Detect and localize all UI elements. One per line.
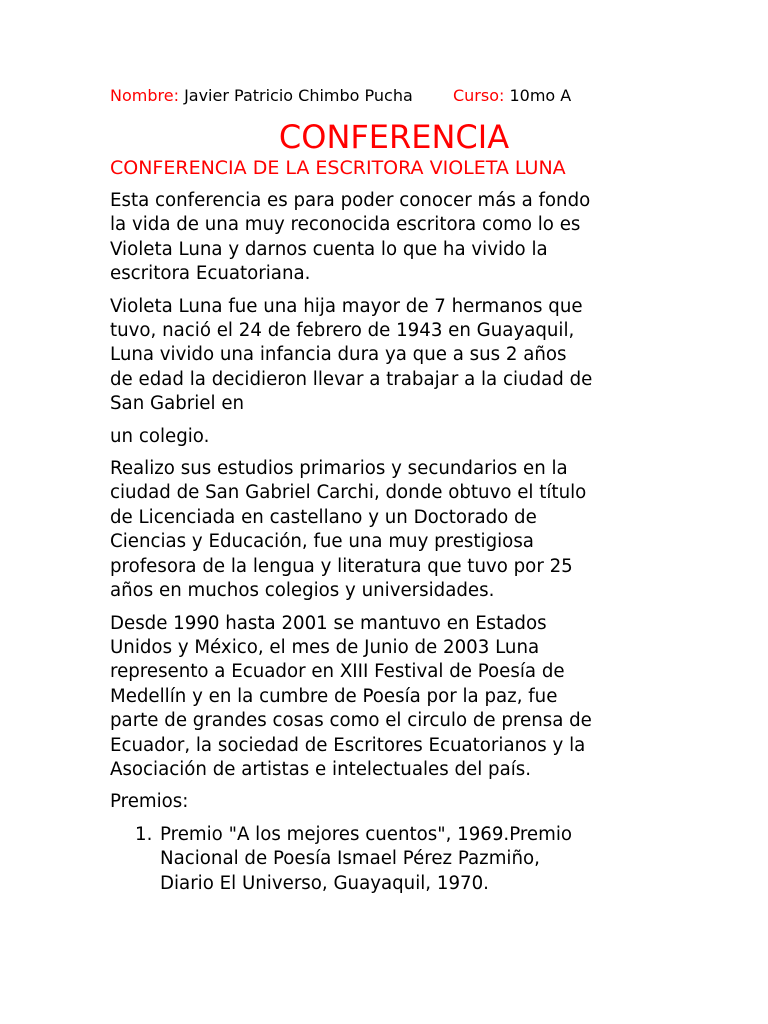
- text-line: Violeta Luna y darnos cuenta lo que ha vivido la: [110, 238, 548, 260]
- awards-list: [110, 823, 670, 896]
- document-page: [110, 84, 670, 896]
- course-label: Curso:: [452, 86, 505, 105]
- name-value: Javier Patricio Chimbo Pucha: [184, 86, 413, 105]
- text-line: tuvo, nació el 24 de febrero de 1943 en Guayaquil,: [110, 320, 575, 342]
- text-line: Desde 1990 hasta 2001 se mantuvo en Estados: [110, 612, 547, 634]
- text-line: Ciencias y Educación, fue una muy prestigiosa: [110, 531, 534, 553]
- text-line: Luna vivido una infancia dura ya que a sus 2 años: [110, 344, 567, 366]
- text-line: Premios:: [110, 791, 189, 813]
- list-item: [110, 823, 670, 896]
- text-line: ciudad de San Gabriel Carchi, donde obtuvo el título: [110, 482, 587, 504]
- text-line: represento a Ecuador en XIII Festival de Poesía de: [110, 661, 565, 683]
- text-line: Ecuador, la sociedad de Escritores Ecuatorianos y la: [110, 734, 586, 756]
- paragraph-biography: [110, 295, 670, 417]
- paragraph-intro: [110, 189, 670, 287]
- text-line: Premio "A los mejores cuentos", 1969.Premio: [160, 823, 573, 845]
- paragraph-studies: [110, 457, 670, 603]
- text-line: parte de grandes cosas como el circulo de prensa de: [110, 710, 592, 732]
- document-subtitle: CONFERENCIA DE LA ESCRITORA VIOLETA LUNA: [110, 157, 566, 179]
- text-line: Nacional de Poesía Ismael Pérez Pazmiño,: [160, 848, 540, 870]
- text-line: de edad la decidieron llevar a trabajar a la ciudad de: [110, 368, 593, 390]
- text-line: escritora Ecuatoriana.: [110, 263, 311, 285]
- name-label: Nombre:: [110, 86, 179, 105]
- text-line: Realizo sus estudios primarios y secundarios en la: [110, 458, 568, 480]
- text-line: Medellín y en la cumbre de Poesía por la paz, fue: [110, 685, 558, 707]
- document-title: CONFERENCIA: [278, 118, 510, 156]
- text-line: profesora de la lengua y literatura que tuvo por 25: [110, 555, 573, 577]
- text-line: un colegio.: [110, 425, 210, 447]
- text-line: Diario El Universo, Guayaquil, 1970.: [160, 872, 489, 894]
- student-info: [110, 84, 670, 108]
- text-line: años en muchos colegios y universidades.: [110, 580, 495, 602]
- text-line: Unidos y México, el mes de Junio de 2003 Luna: [110, 636, 540, 658]
- paragraph-career: [110, 612, 670, 783]
- awards-heading: [110, 790, 670, 814]
- text-line: San Gabriel en: [110, 393, 245, 415]
- paragraph-college: [110, 425, 670, 449]
- text-line: Asociación de artistas e intelectuales del país.: [110, 758, 532, 780]
- list-number: 1.: [135, 823, 153, 845]
- course-value: 10mo A: [509, 86, 572, 105]
- text-line: de Licenciada en castellano y un Doctorado de: [110, 506, 537, 528]
- text-line: Esta conferencia es para poder conocer más a fondo: [110, 190, 591, 211]
- text-line: Violeta Luna fue una hija mayor de 7 hermanos que: [110, 295, 583, 317]
- text-line: la vida de una muy reconocida escritora como lo es: [110, 214, 581, 236]
